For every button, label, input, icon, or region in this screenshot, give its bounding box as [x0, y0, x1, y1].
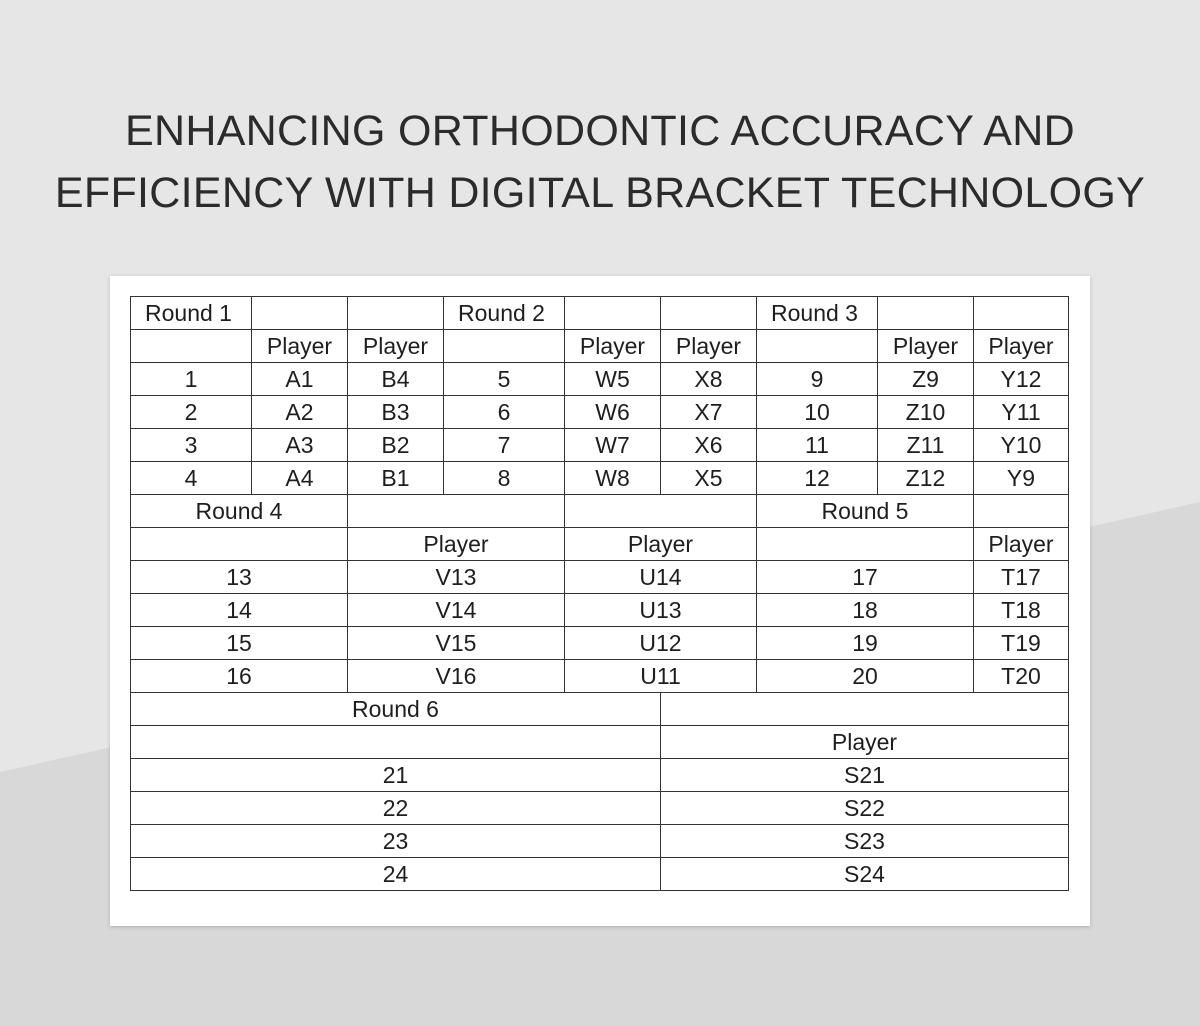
player-header: Player — [565, 528, 757, 561]
match-number: 4 — [131, 462, 252, 495]
empty-cell — [348, 495, 565, 528]
match-row — [131, 792, 1069, 825]
match-row — [131, 858, 1069, 891]
match-row — [131, 396, 1069, 429]
player-cell: Z9 — [878, 363, 974, 396]
match-row — [131, 561, 1069, 594]
match-number: 9 — [757, 363, 878, 396]
player-cell: S23 — [661, 825, 1069, 858]
match-number: 15 — [131, 627, 348, 660]
match-row — [131, 627, 1069, 660]
empty-cell — [878, 297, 974, 330]
player-cell: Y9 — [974, 462, 1069, 495]
empty-cell — [661, 693, 1069, 726]
player-cell: T20 — [974, 660, 1069, 693]
match-row — [131, 462, 1069, 495]
match-number: 22 — [131, 792, 661, 825]
match-number: 3 — [131, 429, 252, 462]
empty-cell — [444, 330, 565, 363]
player-cell: U12 — [565, 627, 757, 660]
player-cell: V14 — [348, 594, 565, 627]
round-6-label: Round 6 — [131, 693, 661, 726]
player-cell: X5 — [661, 462, 757, 495]
player-cell: T18 — [974, 594, 1069, 627]
match-number: 14 — [131, 594, 348, 627]
player-cell: B2 — [348, 429, 444, 462]
empty-cell — [661, 297, 757, 330]
match-number: 7 — [444, 429, 565, 462]
bracket-table — [130, 296, 1069, 891]
match-number: 5 — [444, 363, 565, 396]
empty-cell — [565, 495, 757, 528]
player-cell: S24 — [661, 858, 1069, 891]
match-row — [131, 429, 1069, 462]
bracket-card — [110, 276, 1090, 926]
match-number: 19 — [757, 627, 974, 660]
match-row — [131, 759, 1069, 792]
match-number: 1 — [131, 363, 252, 396]
player-cell: B3 — [348, 396, 444, 429]
player-cell: W8 — [565, 462, 661, 495]
player-cell: Y10 — [974, 429, 1069, 462]
round-header-row — [131, 495, 1069, 528]
match-row — [131, 825, 1069, 858]
match-number: 17 — [757, 561, 974, 594]
player-cell: W7 — [565, 429, 661, 462]
player-cell: W5 — [565, 363, 661, 396]
player-cell: X7 — [661, 396, 757, 429]
player-cell: U11 — [565, 660, 757, 693]
empty-cell — [565, 297, 661, 330]
player-header: Player — [565, 330, 661, 363]
page-title-line-2: EFFICIENCY WITH DIGITAL BRACKET TECHNOLOGY — [54, 169, 1146, 217]
empty-cell — [252, 297, 348, 330]
player-cell: A2 — [252, 396, 348, 429]
player-cell: S21 — [661, 759, 1069, 792]
round-header-row — [131, 693, 1069, 726]
player-cell: A3 — [252, 429, 348, 462]
match-number: 24 — [131, 858, 661, 891]
player-cell: X8 — [661, 363, 757, 396]
player-cell: Y11 — [974, 396, 1069, 429]
player-cell: V15 — [348, 627, 565, 660]
round-5-label: Round 5 — [757, 495, 974, 528]
player-cell: V16 — [348, 660, 565, 693]
player-header: Player — [661, 726, 1069, 759]
match-number: 6 — [444, 396, 565, 429]
player-header: Player — [348, 528, 565, 561]
empty-cell — [131, 528, 348, 561]
empty-cell — [131, 726, 661, 759]
match-row — [131, 363, 1069, 396]
empty-cell — [757, 528, 974, 561]
player-header-row — [131, 726, 1069, 759]
match-number: 21 — [131, 759, 661, 792]
player-header-row — [131, 528, 1069, 561]
player-header-row — [131, 330, 1069, 363]
player-cell: W6 — [565, 396, 661, 429]
player-cell: B4 — [348, 363, 444, 396]
player-header: Player — [974, 528, 1069, 561]
empty-cell — [131, 330, 252, 363]
player-cell: B1 — [348, 462, 444, 495]
player-header: Player — [661, 330, 757, 363]
page-title — [0, 100, 1200, 224]
round-1-label: Round 1 — [131, 297, 252, 330]
player-cell: V13 — [348, 561, 565, 594]
player-cell: Z10 — [878, 396, 974, 429]
match-row — [131, 594, 1069, 627]
empty-cell — [757, 330, 878, 363]
round-4-label: Round 4 — [131, 495, 348, 528]
match-number: 18 — [757, 594, 974, 627]
player-cell: T17 — [974, 561, 1069, 594]
player-cell: T19 — [974, 627, 1069, 660]
empty-cell — [348, 297, 444, 330]
player-header: Player — [878, 330, 974, 363]
match-number: 11 — [757, 429, 878, 462]
round-3-label: Round 3 — [757, 297, 878, 330]
player-cell: A4 — [252, 462, 348, 495]
player-cell: Z11 — [878, 429, 974, 462]
player-header: Player — [974, 330, 1069, 363]
player-header: Player — [348, 330, 444, 363]
match-number: 13 — [131, 561, 348, 594]
player-cell: U14 — [565, 561, 757, 594]
match-row — [131, 660, 1069, 693]
empty-cell — [974, 495, 1069, 528]
player-header: Player — [252, 330, 348, 363]
match-number: 23 — [131, 825, 661, 858]
match-number: 8 — [444, 462, 565, 495]
match-number: 2 — [131, 396, 252, 429]
page-title-line-1: ENHANCING ORTHODONTIC ACCURACY AND — [125, 107, 1075, 155]
player-cell: X6 — [661, 429, 757, 462]
round-2-label: Round 2 — [444, 297, 565, 330]
match-number: 20 — [757, 660, 974, 693]
player-cell: U13 — [565, 594, 757, 627]
player-cell: S22 — [661, 792, 1069, 825]
match-number: 16 — [131, 660, 348, 693]
round-header-row — [131, 297, 1069, 330]
empty-cell — [974, 297, 1069, 330]
player-cell: A1 — [252, 363, 348, 396]
match-number: 12 — [757, 462, 878, 495]
player-cell: Z12 — [878, 462, 974, 495]
match-number: 10 — [757, 396, 878, 429]
player-cell: Y12 — [974, 363, 1069, 396]
